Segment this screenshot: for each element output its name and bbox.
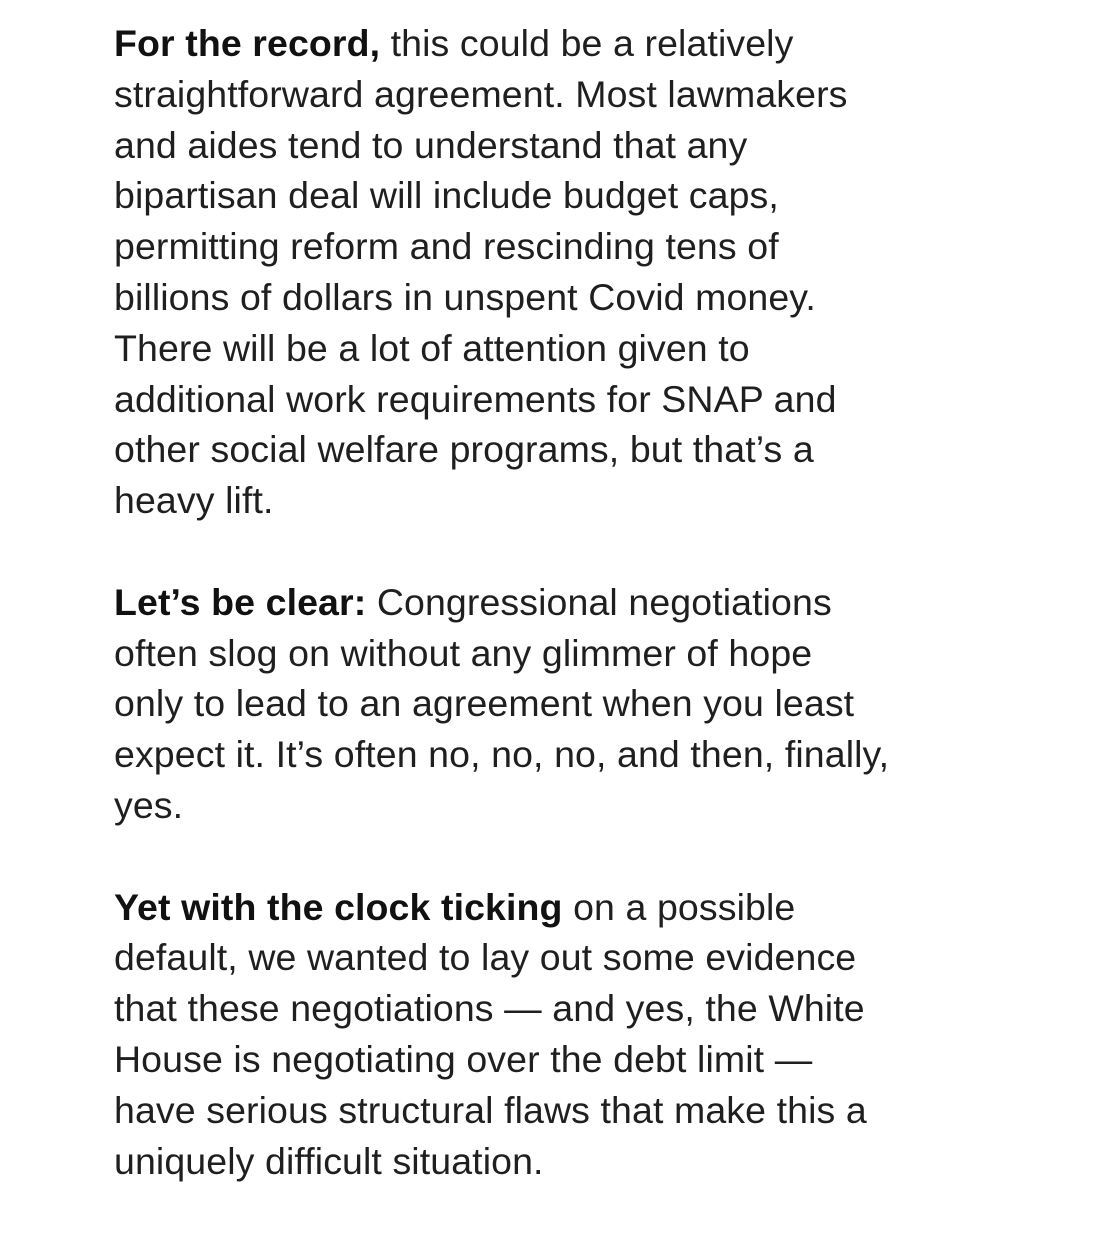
text-run: on a possible	[562, 885, 796, 928]
text-line: There will be a lot of attention given to	[114, 326, 750, 369]
text-line: often slog on without any glimmer of hope	[114, 631, 813, 674]
text-line: other social welfare programs, but that’s a	[114, 428, 814, 471]
paragraph-lead: Yet with the clock ticking	[114, 885, 563, 928]
paragraph-clock-ticking	[114, 882, 1014, 1187]
paragraph-for-the-record	[114, 18, 1014, 526]
text-line: additional work requirements for SNAP and	[114, 377, 837, 420]
text-line: default, we wanted to lay out some evidence	[114, 936, 857, 979]
text-run: this could be a relatively	[380, 22, 794, 64]
text-line: House is negotiating over the debt limit —	[114, 1037, 813, 1080]
text-run: Congressional negotiations	[366, 580, 832, 623]
article-body	[114, 18, 1014, 1237]
text-line: yes.	[114, 783, 184, 826]
text-line: expect it. It’s often no, no, no, and then, finally,	[114, 733, 890, 776]
text-line	[114, 18, 1014, 69]
text-line: permitting reform and rescinding tens of	[114, 225, 779, 268]
text-line: and aides tend to understand that any	[114, 123, 748, 166]
text-line: bipartisan deal will include budget caps,	[114, 174, 779, 217]
text-line: straightforward agreement. Most lawmakers	[114, 72, 848, 115]
text-line	[114, 882, 1014, 933]
paragraph-lets-be-clear	[114, 577, 1014, 831]
text-line: only to lead to an agreement when you least	[114, 682, 855, 725]
text-line: that these negotiations — and yes, the White	[114, 987, 865, 1030]
paragraph-lead: For the record,	[114, 22, 381, 64]
text-line: heavy lift.	[114, 479, 274, 522]
text-line: have serious structural flaws that make this a	[114, 1088, 867, 1131]
text-line	[114, 577, 1014, 628]
paragraph-lead: Let’s be clear:	[114, 580, 367, 623]
text-line: billions of dollars in unspent Covid money.	[114, 275, 816, 318]
text-line: uniquely difficult situation.	[114, 1139, 544, 1182]
